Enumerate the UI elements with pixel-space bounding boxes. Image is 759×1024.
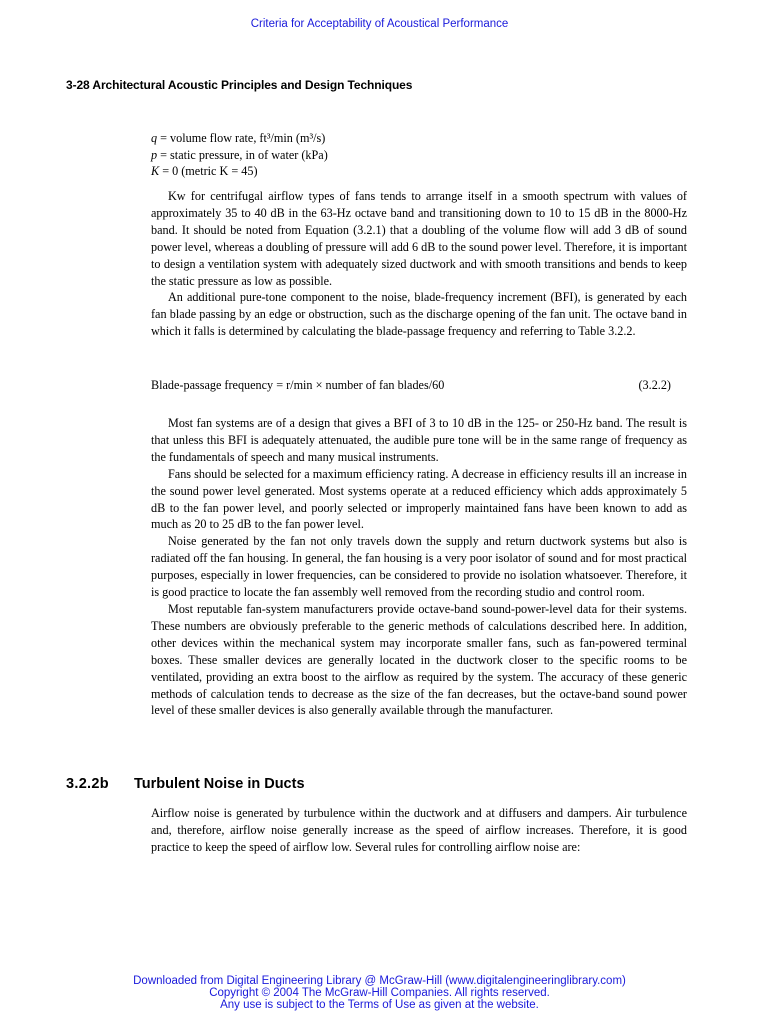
definition-text: = static pressure, in of water (kPa) (157, 147, 328, 162)
paragraph: Fans should be selected for a maximum efficiency rating. A decrease in efficiency results ill an increase in the sound power level generated. Most systems operate at a reduced efficiency which adds approximately 5 dB to the fan power level, and poorly selected or improperly maintained fans have been known to add as much as 20 to 25 dB to the fan power level. (151, 466, 687, 532)
paragraph: Most reputable fan-system manufacturers provide octave-band sound-power-level data for their systems. These numbers are obviously preferable to the generic methods of calculations described here. In addition, other devices within the mechanical system may incorporate smaller fans, such as fan-powered terminal boxes. These smaller devices are generally located in the ductwork closer to the specific rooms to be ventilated, providing an extra boost to the airflow as required by the system. The accuracy of these generic methods of calculation tends to decrease as the size of the fan decreases, but the octave-band sound power level of these smaller devices is also generally available through the manufacturer. (151, 601, 687, 718)
equation-text: Blade-passage frequency = r/min × number of fan blades/60 (151, 378, 445, 392)
footer-download-link[interactable]: Downloaded from Digital Engineering Library @ McGraw-Hill (www.digitalengineeringlibrary.com) (133, 975, 626, 987)
body-block-1 (151, 188, 687, 340)
definition-p (151, 147, 691, 164)
definition-symbol: q (151, 131, 158, 145)
section-title: Turbulent Noise in Ducts (134, 776, 305, 792)
body-block-3 (151, 805, 687, 856)
paragraph: An additional pure-tone component to the noise, blade-frequency increment (BFI), is generated by each fan blade passing by an edge or obstruction, such as the discharge opening of the fan unit. The octave band in which it falls is determined by calculating the blade-passage frequency and referring to Table 3.2.2. (151, 290, 687, 339)
top-link[interactable]: Criteria for Acceptability of Acoustical Performance (250, 18, 509, 30)
paragraph: Noise generated by the fan not only travels down the supply and return ductwork systems but also is radiated off the fan housing. In general, the fan housing is a very poor isolator of sound and for most practical purposes, especially in lower frequencies, can be considered to provide no isolation whatsoever. Therefore, it is good practice to locate the fan assembly well removed from the recording studio and control room. (151, 534, 687, 600)
paragraph: Kw for centrifugal airflow types of fans tends to arrange itself in a smooth spectrum with values of approximately 35 to 40 dB in the 63-Hz octave band and transitioning down to 10 to 15 dB in the 8000-Hz band. It should be noted from Equation (3.2.1) that a doubling of the volume flow will add 3 dB of sound power level, whereas a doubling of pressure will add 6 dB to the sound power level. Therefore, it is important to design a ventilation system with adequately sized ductwork and with smooth transitions and bends to keep the static pressure as low as possible. (151, 189, 687, 288)
definition-text: = 0 (metric K = 45) (159, 164, 258, 179)
variable-definitions (151, 130, 691, 180)
equation-number: (3.2.2) (638, 378, 671, 392)
paragraph: Most fan systems are of a design that gives a BFI of 3 to 10 dB in the 125- or 250-Hz band. The result is that unless this BFI is adequately attenuated, the audible pure tone will be in the same range of frequency as the fundamentals of speech and many musical instruments. (151, 416, 687, 464)
paragraph: Airflow noise is generated by turbulence within the ductwork and at diffusers and dampers. Air turbulence and, therefore, airflow noise generally increase as the speed of airflow increases. Therefore, it is good practice to keep the speed of airflow low. Several rules for controlling airflow noise are: (151, 806, 687, 854)
footer-terms-link[interactable]: Any use is subject to the Terms of Use as given at the website. (220, 999, 539, 1011)
definition-k (151, 163, 691, 180)
footer-copyright[interactable]: Copyright © 2004 The McGraw-Hill Companies. All rights reserved. (209, 987, 550, 999)
definition-symbol: K (151, 164, 160, 179)
footer (0, 975, 759, 1011)
definition-q (151, 130, 691, 147)
body-block-2 (151, 415, 687, 719)
definition-symbol: p (151, 147, 158, 162)
definition-text: = volume flow rate, ft³/min (m³/s) (157, 131, 326, 145)
running-head: 3-28 Architectural Acoustic Principles and Design Techniques (66, 78, 413, 92)
section-number: 3.2.2b (66, 776, 109, 792)
